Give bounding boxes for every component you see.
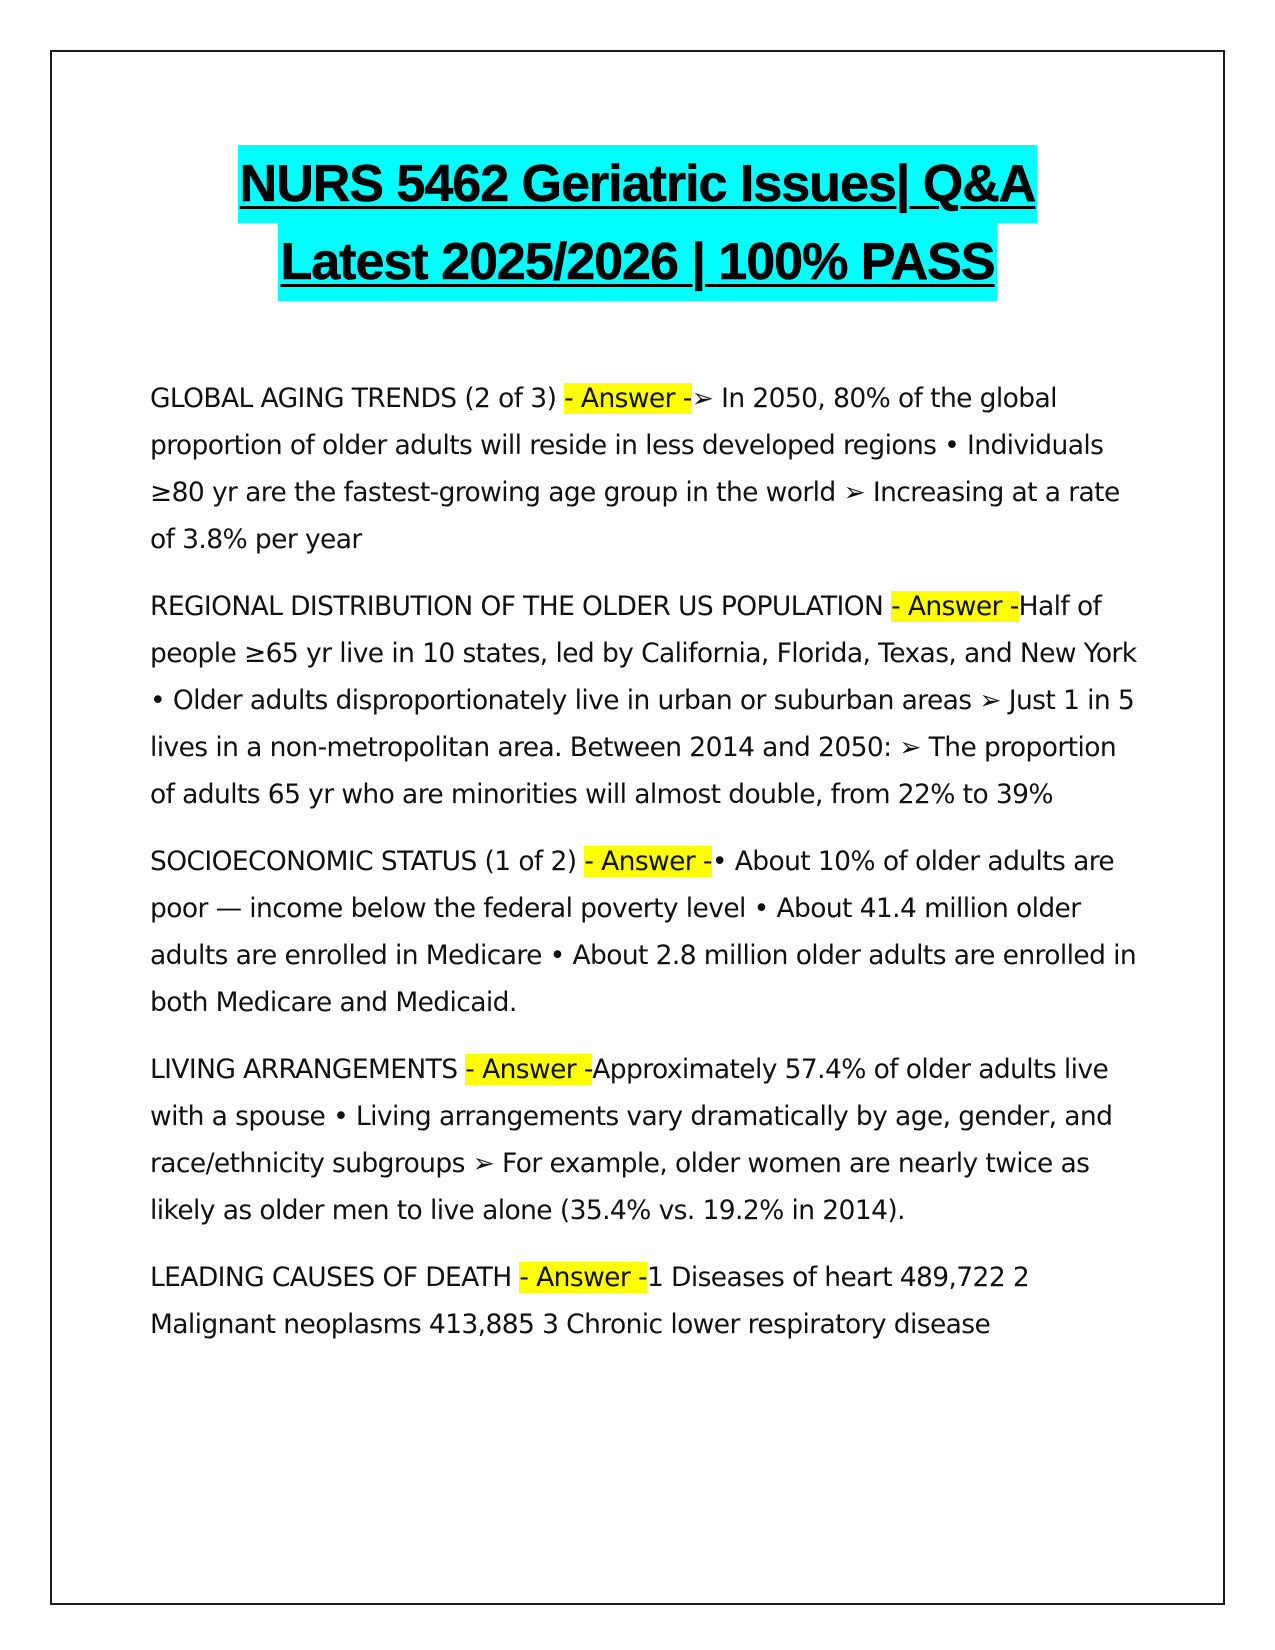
qa-entry: [150, 838, 1140, 1026]
question-text: LEADING CAUSES OF DEATH: [150, 1262, 520, 1293]
answer-text: Approximately 57.4% of older adults live with a spouse • Living arrangements vary dramatically by age, gender, and race/ethnicity subgroups ➢ For example, older women are nearly twice as likely as older men to live alone (35.4% vs. 19.2% in 2014).: [150, 1054, 1113, 1226]
answer-marker: - Answer -: [465, 1054, 593, 1085]
qa-content: [150, 375, 1140, 1368]
answer-text: • About 10% of older adults are poor — income below the federal poverty level • About 41.4 million older adults are enrolled in Medicare • About 2.8 million older adults are enrolled in both Medicare and Medicaid.: [150, 846, 1137, 1018]
qa-entry: [150, 1254, 1140, 1348]
question-text: GLOBAL AGING TRENDS (2 of 3): [150, 383, 565, 414]
document-title: [50, 145, 1225, 301]
title-line-1: NURS 5462 Geriatric Issues| Q&A: [238, 145, 1038, 223]
answer-text: Half of people ≥65 yr live in 10 states, led by California, Florida, Texas, and New York • Older adults disproportionately live in urban or suburban areas ➢ Just 1 in 5 lives in a non-metropolitan area. Between 2014 and 2050: ➢ The proportion of adults 65 yr who are minorities will almost double, from 22% to 39%: [150, 591, 1137, 810]
qa-entry: [150, 583, 1140, 818]
question-text: REGIONAL DISTRIBUTION OF THE OLDER US POPULATION: [150, 591, 892, 622]
answer-marker: - Answer -: [891, 591, 1019, 622]
qa-entry: [150, 375, 1140, 563]
answer-marker: - Answer -: [584, 846, 712, 877]
answer-marker: - Answer -: [519, 1262, 647, 1293]
question-text: SOCIOECONOMIC STATUS (1 of 2): [150, 846, 585, 877]
title-line-2: Latest 2025/2026 | 100% PASS: [278, 223, 996, 301]
qa-entry: [150, 1046, 1140, 1234]
question-text: LIVING ARRANGEMENTS: [150, 1054, 466, 1085]
answer-marker: - Answer -: [564, 383, 692, 414]
answer-text: 1 Diseases of heart 489,722 2 Malignant neoplasms 413,885 3 Chronic lower respiratory disease: [150, 1262, 1030, 1340]
answer-text: ➢ In 2050, 80% of the global proportion of older adults will reside in less developed regions • Individuals ≥80 yr are the fastest-growing age group in the world ➢ Increasing at a rate of 3.8% per year: [150, 383, 1120, 555]
